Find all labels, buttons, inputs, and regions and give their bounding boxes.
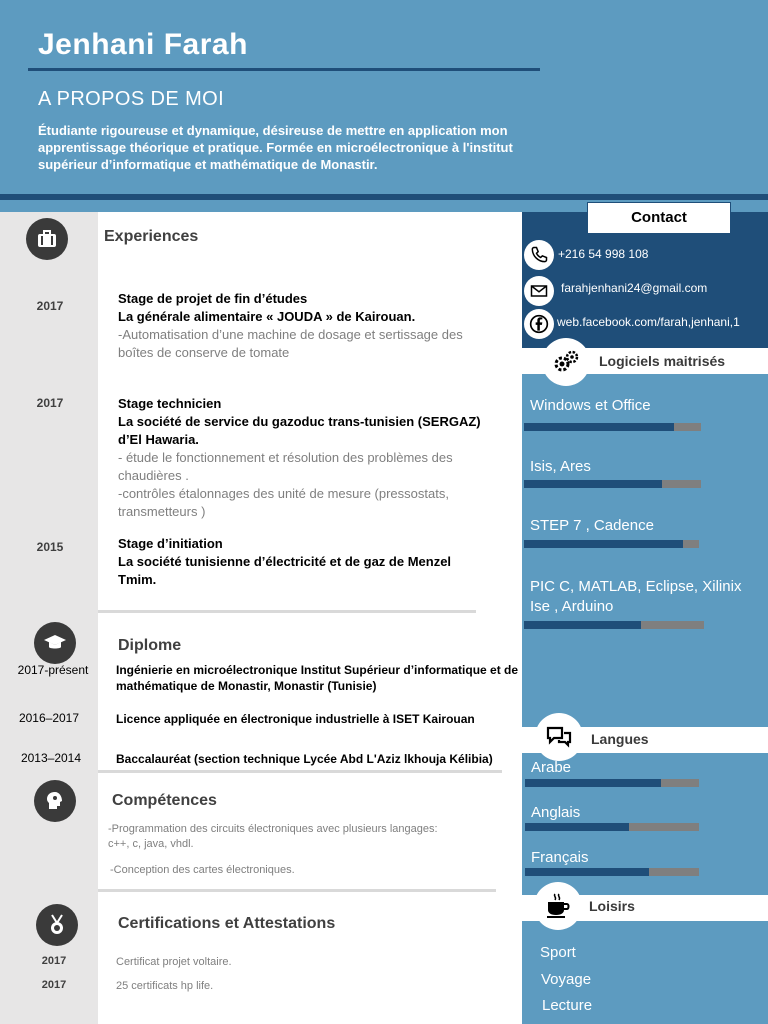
about-text: Étudiante rigoureuse et dynamique, désireuse de mettre en application mon apprentissage théorique et pratique. Formée en microélectronique à l'institut supérieur d’informatique et mathématique de Monastir. bbox=[38, 123, 513, 172]
cert-text: Certificat projet voltaire. bbox=[116, 956, 232, 968]
diploma-text: Ingénierie en microélectronique Institut Supérieur d’informatique et de mathématique de Monastir, Monastir (Tunisie) bbox=[116, 663, 519, 693]
skill-bar-fill bbox=[524, 480, 662, 488]
cert-year: 2017 bbox=[41, 955, 67, 967]
skill-bar bbox=[524, 621, 704, 629]
language-skill: Français bbox=[531, 849, 589, 866]
hobby-item: Sport bbox=[540, 944, 576, 961]
diploma-text: Licence appliquée en électronique industrielle à ISET Kairouan bbox=[116, 712, 475, 726]
exp-title: Stage technicien bbox=[118, 396, 222, 411]
competences-title: Compétences bbox=[112, 792, 217, 809]
language-bar-fill bbox=[525, 779, 661, 787]
section-divider bbox=[98, 889, 496, 892]
exp-detail: -contrôles étalonnages des unité de mesure (pressostats, transmetteurs ) bbox=[118, 486, 449, 519]
exp-place: La société de service du gazoduc trans-tunisien (SERGAZ) d’El Hawaria. bbox=[118, 414, 481, 447]
exp-detail: - étude le fonctionnement et résolution des problèmes des chaudières . bbox=[118, 450, 453, 483]
skill-bar-fill bbox=[524, 540, 683, 548]
skill-bar-fill bbox=[524, 621, 641, 629]
exp-title: Stage d’initiation bbox=[118, 536, 223, 551]
experience-item bbox=[118, 395, 488, 521]
diploma-year: 2016–2017 bbox=[18, 711, 80, 725]
about-title: A PROPOS DE MOI bbox=[38, 88, 225, 110]
exp-detail: -Automatisation d’une machine de dosage et sertissage des boîtes de conserve de tomate bbox=[118, 327, 463, 360]
gears-icon bbox=[542, 338, 590, 386]
language-bar bbox=[525, 779, 699, 787]
left-timeline-column bbox=[0, 212, 98, 1024]
coffee-cup-icon bbox=[534, 882, 582, 930]
software-skill: Isis, Ares bbox=[530, 458, 591, 475]
language-bar-fill bbox=[525, 868, 649, 876]
software-skill: PIC C, MATLAB, Eclipse, Xilinix Ise , Arduino bbox=[530, 578, 742, 615]
exp-place: La société tunisienne d’électricité et de gaz de Menzel Tmim. bbox=[118, 554, 452, 587]
diploma-year: 2017-présent bbox=[17, 663, 89, 677]
section-divider bbox=[98, 610, 476, 613]
header bbox=[0, 0, 768, 194]
diplome-title: Diplome bbox=[118, 637, 182, 654]
medal-icon bbox=[36, 904, 78, 946]
briefcase-icon bbox=[26, 218, 68, 260]
software-skill: Windows et Office bbox=[530, 397, 651, 414]
section-divider bbox=[98, 770, 502, 773]
phone-icon bbox=[524, 240, 554, 270]
cert-text: 25 certificats hp life. bbox=[116, 980, 214, 992]
email-address[interactable]: farahjenhani24@gmail.com bbox=[561, 281, 708, 295]
facebook-icon bbox=[524, 309, 554, 339]
diploma-text: Baccalauréat (section technique Lycée Abd L'Aziz lkhouja Kélibia) bbox=[116, 752, 493, 766]
phone-number[interactable]: +216 54 998 108 bbox=[558, 247, 649, 261]
skill-bar bbox=[524, 480, 701, 488]
contact-label: Contact bbox=[587, 202, 731, 234]
language-bar bbox=[525, 868, 699, 876]
exp-year: 2017 bbox=[36, 299, 64, 313]
competence-item: -Programmation des circuits électroniques avec plusieurs langages: c++, c, java, vhdl. bbox=[108, 823, 438, 850]
cert-year: 2017 bbox=[41, 979, 67, 991]
candidate-name: Jenhani Farah bbox=[38, 28, 248, 61]
skill-bar bbox=[524, 423, 701, 431]
name-underline bbox=[28, 68, 540, 71]
experiences-title: Experiences bbox=[104, 228, 199, 245]
software-skill: STEP 7 , Cadence bbox=[530, 517, 654, 534]
language-bar bbox=[525, 823, 699, 831]
hobby-item: Voyage bbox=[541, 971, 592, 988]
skill-bar bbox=[524, 540, 699, 548]
competence-item: -Conception des cartes électroniques. bbox=[110, 864, 295, 876]
diploma-year: 2013–2014 bbox=[20, 751, 82, 765]
logiciels-title: Logiciels maitrisés bbox=[599, 353, 726, 369]
graduation-cap-icon bbox=[34, 622, 76, 664]
language-bar-fill bbox=[525, 823, 629, 831]
email-icon bbox=[524, 276, 554, 306]
exp-place: La générale alimentaire « JOUDA » de Kairouan. bbox=[118, 309, 416, 324]
experience-item bbox=[118, 535, 488, 589]
facebook-link[interactable]: web.facebook.com/farah,jenhani,1 bbox=[557, 315, 740, 329]
exp-year: 2015 bbox=[36, 540, 64, 554]
head-idea-icon bbox=[34, 780, 76, 822]
loisirs-title: Loisirs bbox=[589, 898, 635, 914]
language-skill: Anglais bbox=[531, 804, 581, 821]
certifications-title: Certifications et Attestations bbox=[118, 915, 336, 932]
speech-bubbles-icon bbox=[535, 713, 583, 761]
exp-year: 2017 bbox=[36, 396, 64, 410]
language-skill: Arabe bbox=[531, 759, 572, 776]
exp-title: Stage de projet de fin d’études bbox=[118, 291, 308, 306]
langues-title: Langues bbox=[591, 731, 649, 747]
skill-bar-fill bbox=[524, 423, 674, 431]
hobby-item: Lecture bbox=[542, 997, 593, 1014]
experience-item bbox=[118, 290, 498, 362]
